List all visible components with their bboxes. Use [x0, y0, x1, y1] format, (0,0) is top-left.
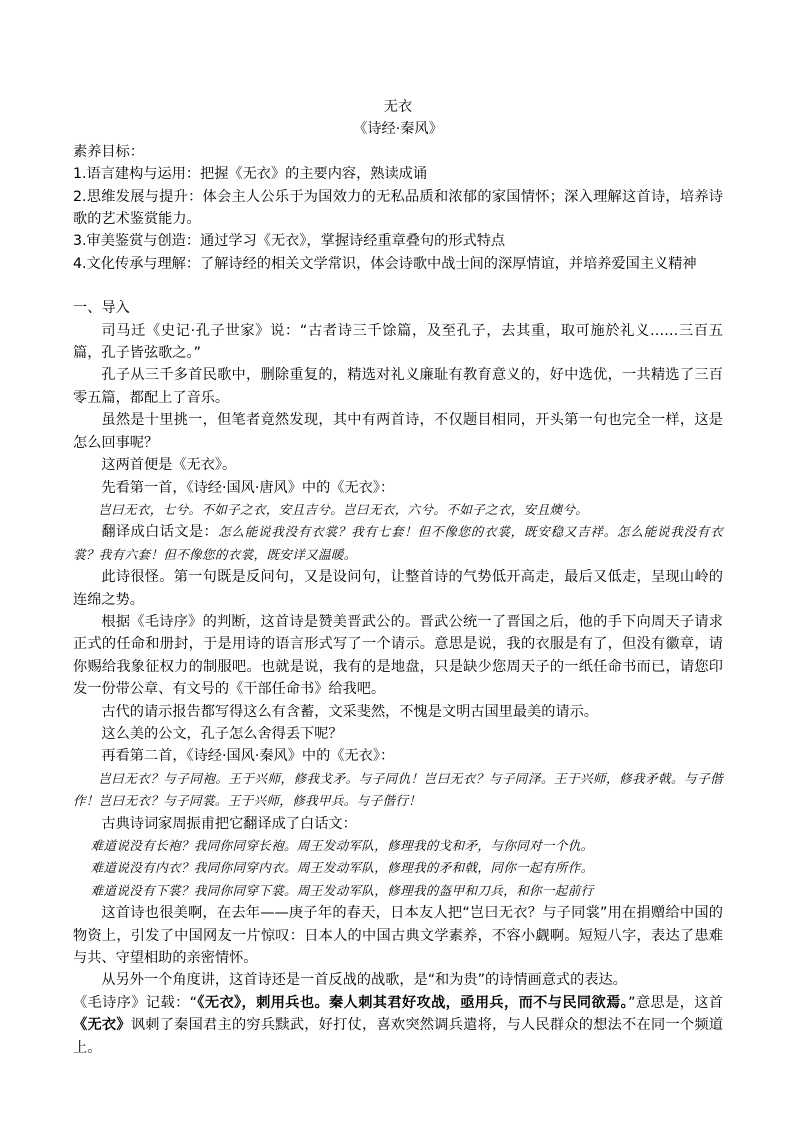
poem-quote: 岂曰无衣，七兮。不如子之衣，安且吉兮。岂曰无衣，六兮。不如子之衣，安且燠兮。: [98, 501, 589, 517]
paragraph: 从另外一个角度讲，这首诗还是一首反战的战歌，是“和为贵”的诗情画意式的表达。: [101, 972, 627, 989]
paragraph: 此诗很怪。第一句既是反问句，又是设问句，让整首诗的气势低开高走，最后又低走，呈现山岭的连绵之势。: [73, 569, 723, 608]
spacer: [73, 275, 723, 297]
translation-line: 难道说没有内衣？我同你同穿内衣。周王发动军队，修理我的矛和戟，同你一起有所作。: [90, 860, 594, 876]
paragraph: 再看第二首，《诗经·国风·秦风》中的《无衣》：: [101, 748, 395, 765]
goals-heading: 素养目标：: [73, 143, 144, 160]
paragraph: 这首诗也很美啊，在去年——庚子年的春天，日本友人把“岂曰无衣？与子同裳”用在捐赠给中国的物资上，引发了中国网友一片惊叹：日本人的中国古典文学素养，不容小觑啊。短短八字，表达了患难与共、守望相助的亲密情怀。: [73, 905, 723, 967]
goal-item-3: 3.审美鉴赏与创造：通过学习《无衣》，掌握诗经重章叠句的形式特点: [73, 233, 506, 250]
title-bold: 《无衣》: [73, 1017, 131, 1034]
paragraph: 这么美的公文，孔子怎么舍得丢下呢？: [101, 725, 343, 742]
paragraph: 根据《毛诗序》的判断，这首诗是赞美晋武公的。晋武公统一了晋国之后，他的手下向周天子请求正式的任命和册封，于是用诗的语言形式写了一个请示。意思是说，我的衣服是有了，但没有徽章，请你赐给我象征权力的制服吧。也就是说，我有的是地盘，只是缺少您周天子的一纸任命书而已，请您印发一份带公章、有文号的《干部任命书》给我吧。: [73, 613, 723, 698]
document-page: [73, 96, 723, 1059]
paragraph: 古代的请示报告都写得这么有含蓄，文采斐然，不愧是文明古国里最美的请示。: [101, 703, 598, 720]
goal-item-1: 1.语言建构与运用：把握《无衣》的主要内容，熟读成诵: [73, 166, 428, 183]
text-run: 《毛诗序》记载：“: [73, 994, 198, 1011]
goal-item-4: 4.文化传承与理解：了解诗经的相关文学常识，体会诗歌中战士间的深厚情谊，并培养爱国主义精神: [73, 255, 697, 272]
goal-item-2: 2.思维发展与提升：体会主人公乐于为国效力的无私品质和浓郁的家国情怀；深入理解这首诗，培养诗歌的艺术鉴赏能力。: [73, 188, 723, 228]
doc-title: 无衣: [383, 99, 413, 115]
paragraph: 司马迁《史记·孔子世家》说：“古者诗三千馀篇，及至孔子，去其重，取可施於礼义……三百五篇，孔子皆弦歌之。”: [73, 322, 723, 362]
paragraph: 这两首便是《无衣》。: [101, 457, 237, 474]
paragraph: 古典诗词家周振甫把它翻译成了白话文：: [101, 815, 357, 832]
text-run: 讽刺了秦国君主的穷兵黩武，好打仗，喜欢突然调兵遣将，与人民群众的想法不在同一个频道上。: [73, 1017, 723, 1056]
text-run: ”意思是，这首: [628, 994, 723, 1011]
paragraph-mao-shi-xu: [73, 992, 723, 1059]
translation-text: 怎么能说我没有衣裳？我有七套！但不像您的衣裳，既安稳又吉祥。怎么能说我没有衣裳？我有六套！但不像您的衣裳，既安详又温暖。: [73, 524, 723, 562]
doc-subtitle: 《诗经·秦风》: [353, 121, 443, 138]
section-heading: 一、导入: [73, 300, 130, 317]
quote-bold: 《无衣》，刺用兵也。秦人刺其君好攻战，亟用兵，而不与民同欲焉。: [197, 994, 629, 1011]
poem-quote: 岂曰无衣？与子同袍。王于兴师，修我戈矛。与子同仇！岂曰无衣？与子同泽。王于兴师，修我矛戟。与子偕作！岂曰无衣？与子同裳。王于兴师，修我甲兵。与子偕行！: [73, 770, 723, 809]
translation-paragraph: [73, 521, 723, 566]
paragraph: 先看第一首，《诗经·国风·唐风》中的《无衣》：: [101, 479, 395, 496]
translation-line: 难道说没有下裳？我同你同穿下裳。周王发动军队，修理我的盔甲和刀兵，和你一起前行: [90, 882, 594, 898]
translation-line: 难道说没有长袍？我同你同穿长袍。周王发动军队，修理我的戈和矛，与你同对一个仇。: [90, 838, 594, 853]
paragraph: 孔子从三千多首民歌中，删除重复的，精选对礼义廉耻有教育意义的，好中选优，一共精选了三百零五篇，都配上了音乐。: [73, 367, 723, 406]
paragraph: 虽然是十里挑一，但笔者竟然发现，其中有两首诗，不仅题目相同，开头第一句也完全一样，这是怎么回事呢？: [73, 412, 723, 451]
translation-label: 翻译成白话文是：: [101, 524, 219, 541]
